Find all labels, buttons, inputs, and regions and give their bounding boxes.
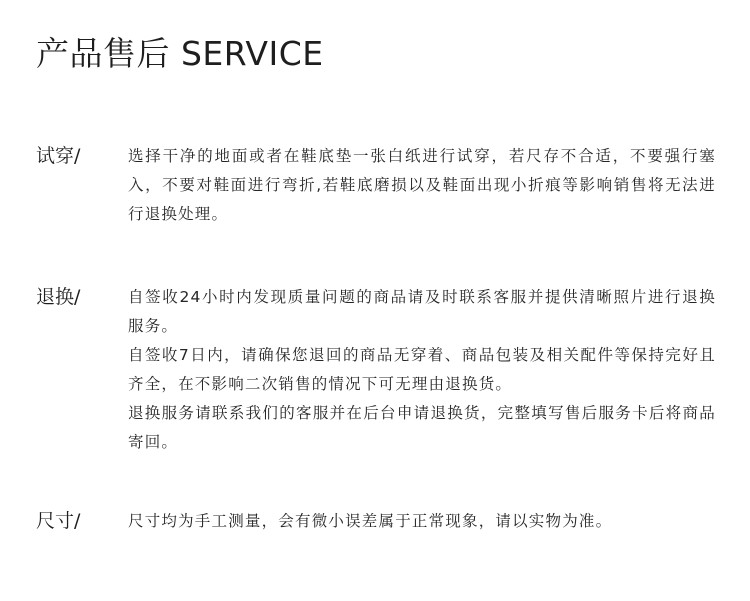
return-paragraph-24h: 自签收24小时内发现质量问题的商品请及时联系客服并提供清晰照片进行退换服务。: [128, 288, 716, 335]
size-paragraph: 尺寸均为手工测量，会有微小误差属于正常现象，请以实物为准。: [128, 512, 613, 530]
try-on-paragraph: 选择干净的地面或者在鞋底垫一张白纸进行试穿，若尺存不合适，不要强行塞入，不要对鞋面进行弯折,若鞋底磨损以及鞋面出现小折痕等影响销售将无法进行退换处理。: [128, 147, 716, 223]
return-paragraph-7day: 自签收7日内，请确保您退回的商品无穿着、商品包装及相关配件等保持完好且齐全，在不影响二次销售的情况下可无理由退换货。: [128, 346, 716, 393]
section-label-try-on: 试穿/: [36, 145, 81, 167]
section-body-try-on: [128, 142, 716, 229]
section-body-return-exchange: [128, 283, 716, 457]
return-paragraph-procedure: 退换服务请联系我们的客服并在后台申请退换货，完整填写售后服务卡后将商品寄回。: [128, 404, 716, 451]
section-body-size: [128, 507, 716, 536]
section-label-size: 尺寸/: [36, 510, 81, 532]
section-label-return-exchange: 退换/: [36, 286, 81, 308]
page-title: 产品售后 SERVICE: [36, 34, 324, 73]
